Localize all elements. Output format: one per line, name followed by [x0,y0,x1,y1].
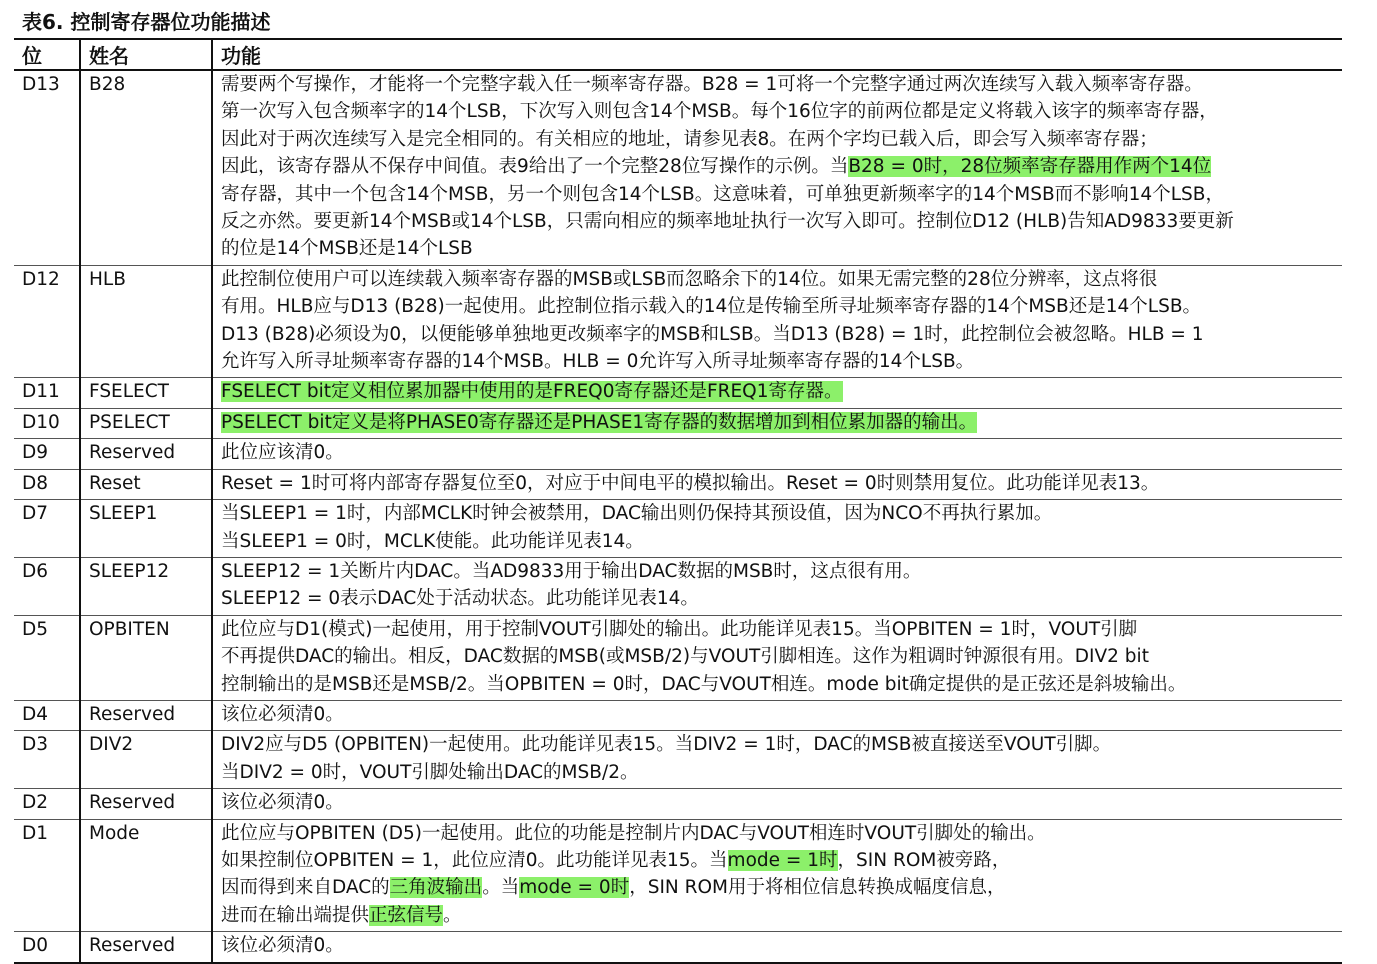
function-text: 该位必须清0。 [221,703,344,725]
function-text: 如果控制位OPBITEN = 1，此位应清0。此功能详见表15。当 [221,849,728,871]
function-cell [212,469,1342,499]
function-line [221,439,1334,466]
name-cell: OPBITEN [80,615,212,700]
function-line [221,409,1334,436]
bit-cell: D10 [14,408,80,438]
function-text: 反之亦然。要更新14个MSB或14个LSB，只需向相应的频率地址执行一次写入即可。控制位D12 (HLB)告知AD9833要更新 [221,211,1234,233]
name-cell: SLEEP1 [80,500,212,558]
function-text: 该位必须清0。 [221,792,344,814]
function-cell [212,378,1342,408]
function-text: 因此，该寄存器从不保存中间值。表9给出了一个完整28位写操作的示例。当 [221,156,849,178]
function-line [221,500,1334,527]
function-line [221,153,1334,180]
function-text: 。当 [482,877,520,899]
highlighted-text: PSELECT bit定义是将PHASE0寄存器还是PHASE1寄存器的数据增加到相位累加器的输出。 [221,411,978,433]
function-line [221,235,1334,262]
function-line [221,731,1334,758]
table-row [14,700,1342,730]
name-cell: SLEEP12 [80,557,212,615]
function-text: 的位是14个MSB还是14个LSB [221,238,473,260]
header-name: 姓名 [80,39,212,70]
bit-cell: D12 [14,265,80,378]
table-row [14,731,1342,789]
name-cell: Reserved [80,439,212,469]
function-line [221,759,1334,786]
table-row [14,789,1342,819]
function-line [221,902,1334,929]
bit-cell: D0 [14,932,80,963]
name-cell: Reserved [80,700,212,730]
function-cell [212,70,1342,265]
function-line [221,378,1334,405]
function-text: 进而在输出端提供 [221,904,370,926]
function-line [221,528,1334,555]
bit-cell: D1 [14,819,80,932]
function-text: D13 (B28)必须设为0，以便能够单独地更改频率字的MSB和LSB。当D13 (B28) = 1时，此控制位会被忽略。HLB = 1 [221,323,1204,345]
function-line [221,348,1334,375]
function-text: 第一次写入包含频率字的14个LSB，下次写入则包含14个MSB。每个16位字的前两位都是定义将载入该字的频率寄存器， [221,101,1218,123]
function-text: 不再提供DAC的输出。相反，DAC数据的MSB(或MSB/2)与VOUT引脚相连。这作为粗调时钟源很有用。DIV2 bit [221,646,1149,668]
function-text: SLEEP12 = 1关断片内DAC。当AD9833用于输出DAC数据的MSB时，这点很有用。 [221,560,922,582]
table-row [14,500,1342,558]
table-body [14,70,1342,963]
highlighted-text: 正弦信号 [369,904,444,926]
function-cell [212,789,1342,819]
function-cell [212,408,1342,438]
function-line [221,789,1334,816]
function-line [221,266,1334,293]
function-text: 需要两个写操作，才能将一个完整字载入任一频率寄存器。B28 = 1可将一个完整字通过两次连续写入载入频率寄存器。 [221,74,1203,95]
bit-cell: D4 [14,700,80,730]
name-cell: DIV2 [80,731,212,789]
function-line [221,616,1334,643]
table-row [14,70,1342,265]
function-line [221,98,1334,125]
table-row [14,819,1342,932]
function-text: 此位应与OPBITEN (D5)一起使用。此位的功能是控制片内DAC与VOUT相连时VOUT引脚处的输出。 [221,822,1046,844]
function-cell [212,615,1342,700]
highlighted-text: FSELECT bit定义相位累加器中使用的是FREQ0寄存器还是FREQ1寄存器。 [221,381,843,403]
function-text: 此位应该清0。 [221,442,344,464]
function-text: 控制输出的是MSB还是MSB/2。当OPBITEN = 0时，DAC与VOUT相连。mode bit确定提供的是正弦还是斜坡输出。 [221,673,1187,695]
function-line [221,874,1334,901]
name-cell: Reserved [80,789,212,819]
highlighted-text: B28 = 0时，28位频率寄存器用作两个14位 [848,156,1212,178]
bit-cell: D11 [14,378,80,408]
function-line [221,643,1334,670]
function-text: Reset = 1时可将内部寄存器复位至0，对应于中间电平的模拟输出。Reset = 0时则禁用复位。此功能详见表13。 [221,472,1160,494]
function-line [221,585,1334,612]
function-text: 当SLEEP1 = 1时，内部MCLK时钟会被禁用，DAC输出则仍保持其预设值，因为NCO不再执行累加。 [221,503,1053,525]
function-line [221,701,1334,728]
function-text: 因而得到来自DAC的 [221,877,390,899]
function-cell [212,700,1342,730]
table-row [14,439,1342,469]
function-line [221,558,1334,585]
table-row [14,469,1342,499]
function-line [221,181,1334,208]
table-title: 表6. 控制寄存器位功能描述 [22,10,271,34]
name-cell: Reserved [80,932,212,963]
function-cell [212,439,1342,469]
function-cell [212,557,1342,615]
table-row [14,408,1342,438]
bit-cell: D8 [14,469,80,499]
function-line [221,671,1334,698]
bit-cell: D7 [14,500,80,558]
table-row [14,265,1342,378]
bit-cell: D9 [14,439,80,469]
function-text: 有用。HLB应与D13 (B28)一起使用。此控制位指示载入的14位是传输至所寻址频率寄存器的14个MSB还是14个LSB。 [221,296,1202,318]
function-line [221,126,1334,153]
function-cell [212,819,1342,932]
function-text: 此位应与D1(模式)一起使用，用于控制VOUT引脚处的输出。此功能详见表15。当OPBITEN = 1时，VOUT引脚 [221,618,1138,640]
bit-cell: D3 [14,731,80,789]
function-text: SLEEP12 = 0表示DAC处于活动状态。此功能详见表14。 [221,588,699,610]
table-row [14,557,1342,615]
function-text: 。 [443,904,462,926]
header-function: 功能 [212,39,1342,70]
highlighted-text: mode = 1时 [727,849,838,871]
control-register-table [14,38,1342,964]
function-line [221,321,1334,348]
bit-cell: D5 [14,615,80,700]
table-row [14,932,1342,963]
function-line [221,932,1334,959]
bit-cell: D13 [14,70,80,265]
table-row [14,378,1342,408]
function-text: 该位必须清0。 [221,935,344,957]
name-cell: B28 [80,70,212,265]
function-cell [212,265,1342,378]
highlighted-text: mode = 0时 [519,877,630,899]
function-text: 因此对于两次连续写入是完全相同的。有关相应的地址，请参见表8。在两个字均已载入后，即会写入频率寄存器； [221,128,1158,150]
name-cell: PSELECT [80,408,212,438]
function-text: 寄存器，其中一个包含14个MSB，另一个则包含14个LSB。这意味着，可单独更新频率字的14个MSB而不影响14个LSB， [221,183,1224,205]
function-text: ，SIN ROM用于将相位信息转换成幅度信息， [629,877,1006,899]
bit-cell: D2 [14,789,80,819]
function-text: ，SIN ROM被旁路， [837,849,1011,871]
function-cell [212,731,1342,789]
function-cell [212,932,1342,963]
name-cell: FSELECT [80,378,212,408]
function-text: 此控制位使用户可以连续载入频率寄存器的MSB或LSB而忽略余下的14位。如果无需完整的28位分辨率，这点将很 [221,268,1158,290]
table-header-row [14,39,1342,70]
function-text: 当DIV2 = 0时，VOUT引脚处输出DAC的MSB/2。 [221,761,639,783]
table-row [14,615,1342,700]
function-text: DIV2应与D5 (OPBITEN)一起使用。此功能详见表15。当DIV2 = 1时，DAC的MSB被直接送至VOUT引脚。 [221,734,1112,756]
name-cell: Reset [80,469,212,499]
function-line [221,820,1334,847]
name-cell: Mode [80,819,212,932]
highlighted-text: 三角波输出 [389,877,483,899]
name-cell: HLB [80,265,212,378]
function-text: 当SLEEP1 = 0时，MCLK使能。此功能详见表14。 [221,530,644,552]
function-line [221,293,1334,320]
function-cell [212,500,1342,558]
function-line [221,71,1334,98]
function-line [221,208,1334,235]
bit-cell: D6 [14,557,80,615]
function-line [221,470,1334,497]
header-bit: 位 [14,39,80,70]
function-line [221,847,1334,874]
function-text: 允许写入所寻址频率寄存器的14个MSB。HLB = 0允许写入所寻址频率寄存器的14个LSB。 [221,351,975,373]
